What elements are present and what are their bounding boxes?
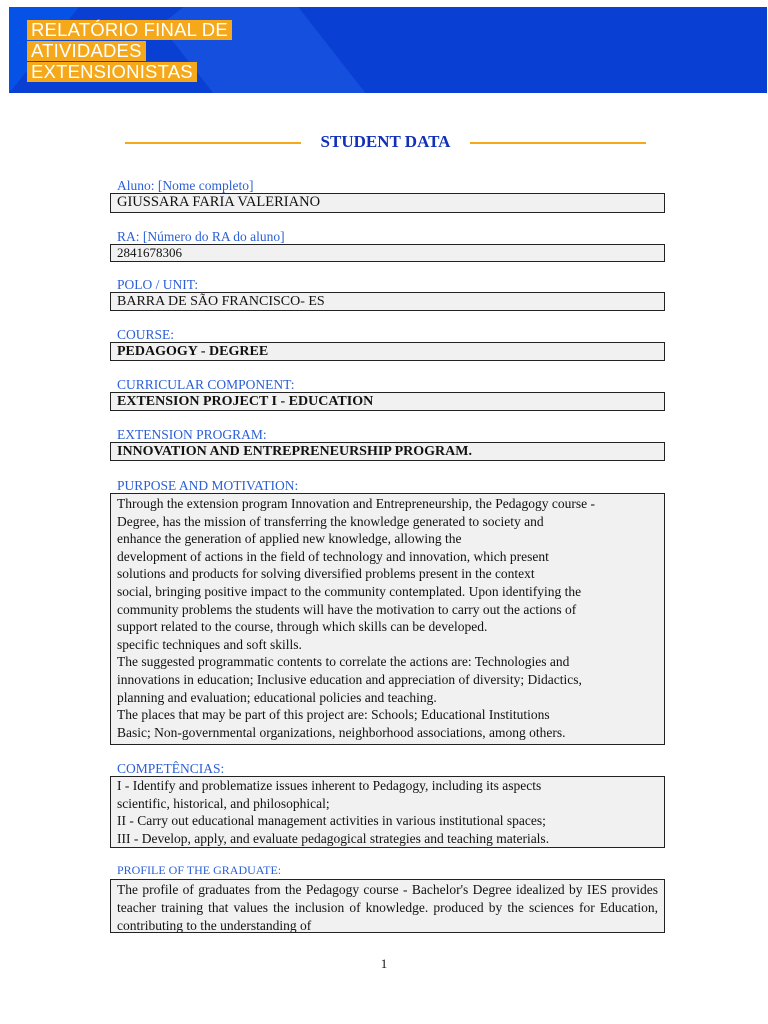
profile-field: The profile of graduates from the Pedagogy course - Bachelor's Degree idealized by IES provides teacher training that values the inclusion of knowledge. produced by the sciences for Education, contributing to the understanding of — [110, 879, 665, 933]
purpose-label: PURPOSE AND MOTIVATION: — [117, 478, 299, 493]
component-field: EXTENSION PROJECT I - EDUCATION — [110, 392, 665, 411]
purpose-field: Through the extension program Innovation and Entrepreneurship, the Pedagogy course - Degree, has the mission of transferring the knowledge generated to society and enhance the generation of applied new knowledge, allowing the development of actions in the field of technology and innovation, which present solutions and products for solving diversified problems present in the context social, bringing positive impact to the community contemplated. Upon identifying the community problems the students will have the motivation to carry out the actions of support related to the course, through which skills can be developed. specific techniques and soft skills. The suggested programmatic contents to correlate the actions are: Technologies and innovations in education; Inclusive education and appreciation of diversity; Didactics, planning and evaluation; educational policies and teaching. The places that may be part of this project are: Schools; Educational Institutions Basic; Non-governmental organizations, neighborhood associations, among others. — [110, 493, 665, 745]
section-heading — [125, 131, 646, 153]
header-banner — [9, 7, 767, 93]
student-label: Aluno: [Nome completo] — [117, 178, 254, 193]
header-title-line-3: EXTENSIONISTAS — [27, 62, 197, 82]
profile-label: PROFILE OF THE GRADUATE: — [117, 863, 282, 877]
polo-field: BARRA DE SÃO FRANCISCO- ES — [110, 292, 665, 311]
header-title-line-1: RELATÓRIO FINAL DE — [27, 20, 232, 40]
ra-label: RA: [Número do RA do aluno] — [117, 229, 285, 244]
course-label: COURSE: — [117, 327, 175, 342]
polo-label: POLO / UNIT: — [117, 277, 199, 292]
page-number: 1 — [380, 956, 388, 971]
student-name-field: GIUSSARA FARIA VALERIANO — [110, 193, 665, 213]
competencies-label: COMPETÊNCIAS: — [117, 761, 225, 776]
section-title: STUDENT DATA — [320, 132, 451, 151]
program-label: EXTENSION PROGRAM: — [117, 427, 267, 442]
competencies-field: I - Identify and problematize issues inherent to Pedagogy, including its aspects scientific, historical, and philosophical; II - Carry out educational management activities in various institutional spaces; III - Develop, apply, and evaluate pedagogical strategies and teaching materials. — [110, 776, 665, 848]
program-field: INNOVATION AND ENTREPRENEURSHIP PROGRAM. — [110, 442, 665, 461]
component-label: CURRICULAR COMPONENT: — [117, 377, 295, 392]
header-title-line-2: ATIVIDADES — [27, 41, 146, 61]
course-field: PEDAGOGY - DEGREE — [110, 342, 665, 361]
ra-field: 2841678306 — [110, 244, 665, 262]
